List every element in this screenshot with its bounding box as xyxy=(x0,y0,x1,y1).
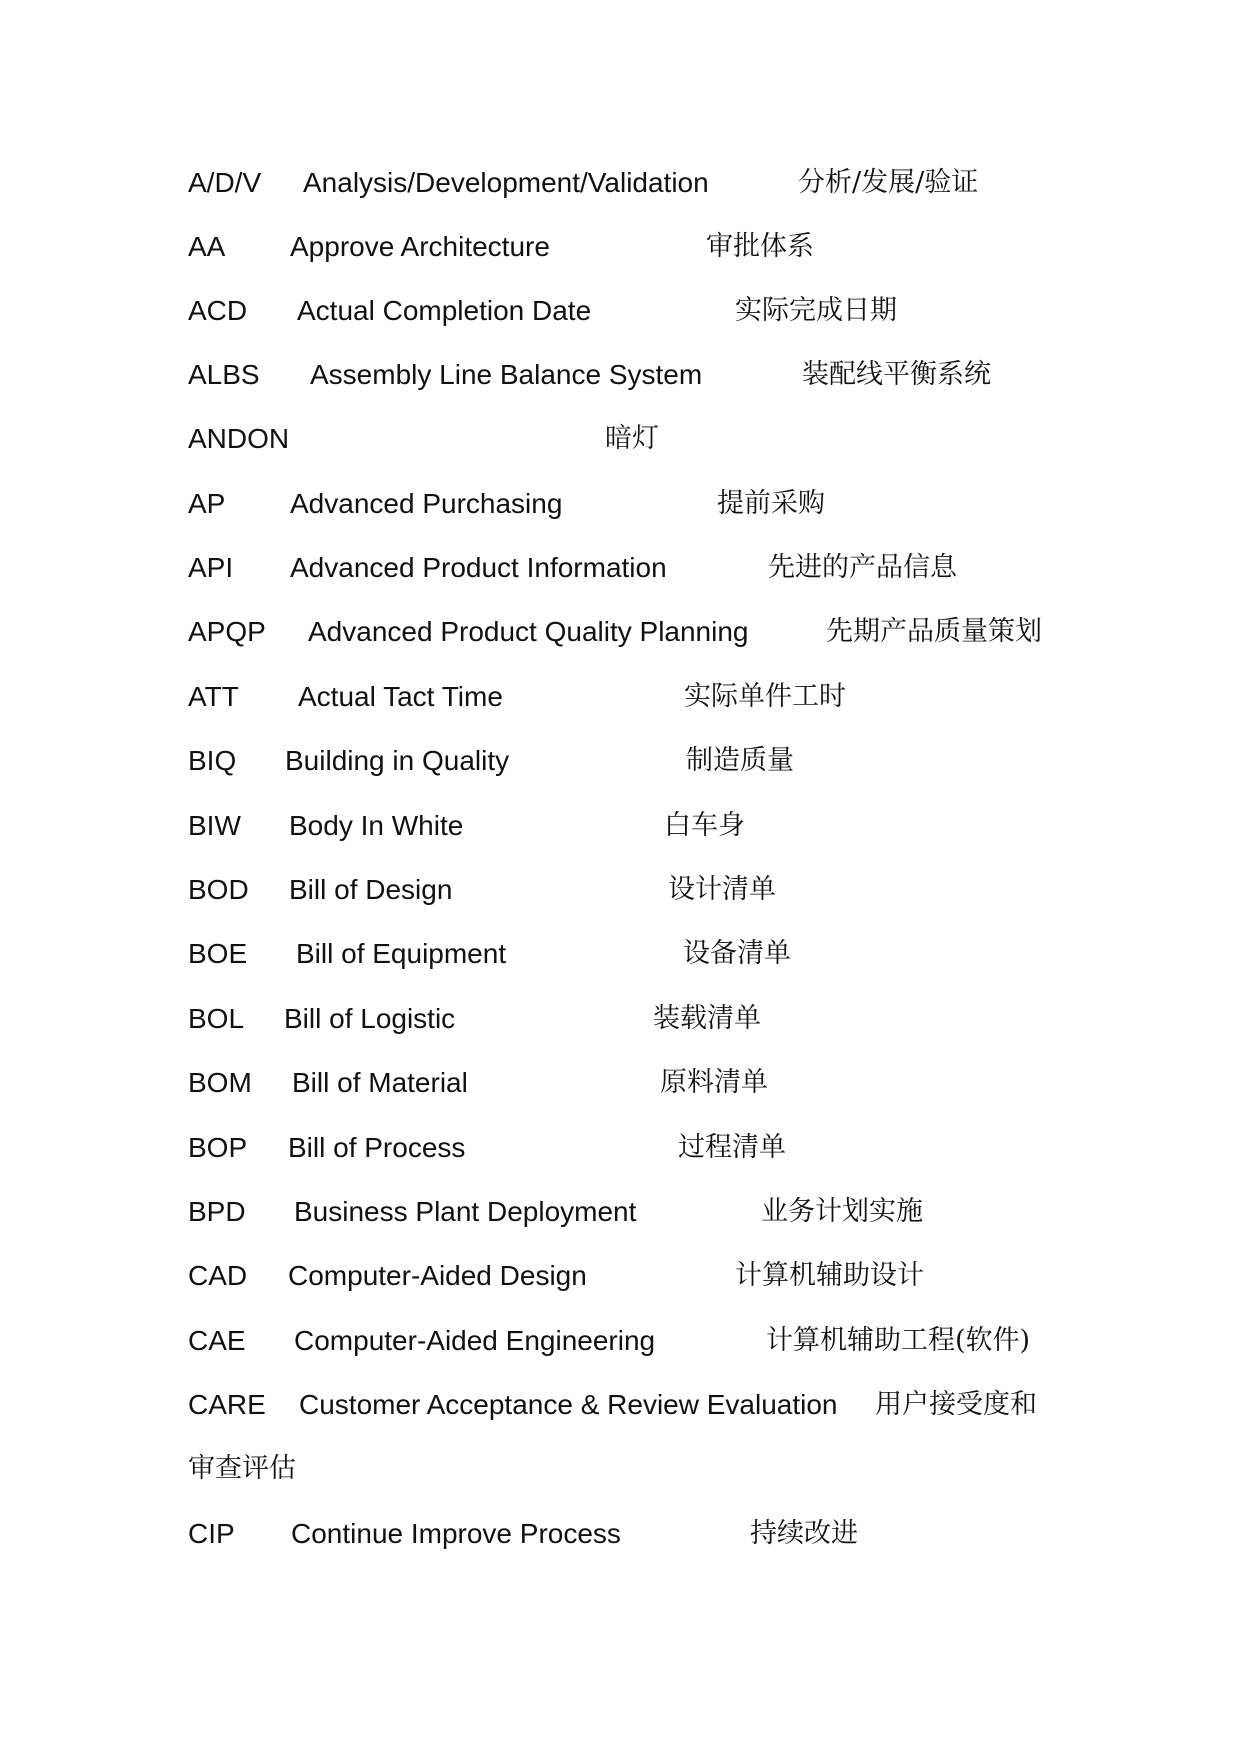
chinese-term: 制造质量 xyxy=(686,745,794,776)
english-term: Approve Architecture xyxy=(290,231,550,262)
chinese-term: 持续改进 xyxy=(750,1518,858,1549)
abbreviation: CARE xyxy=(188,1389,266,1420)
abbreviation: CAD xyxy=(188,1260,248,1291)
english-term: Bill of Logistic xyxy=(284,1003,456,1034)
english-term: Body In White xyxy=(289,810,464,841)
chinese-term: 装载清单 xyxy=(653,1003,761,1034)
abbreviation: BOM xyxy=(188,1067,252,1098)
abbreviation: BOD xyxy=(188,874,249,905)
chinese-term: 实际单件工时 xyxy=(684,681,846,712)
glossary-entry-adv xyxy=(188,163,1088,203)
glossary-entry-bpd xyxy=(188,1192,1088,1232)
glossary-entry-api xyxy=(188,548,1088,588)
glossary-entry-albs xyxy=(188,355,1088,395)
english-term: Computer-Aided Design xyxy=(288,1260,587,1291)
abbreviation: CIP xyxy=(188,1518,235,1549)
english-term: Bill of Design xyxy=(289,874,453,905)
abbreviation: BOE xyxy=(188,938,248,969)
english-term: Continue Improve Process xyxy=(291,1518,621,1549)
glossary-entry-care-continuation xyxy=(188,1449,1088,1489)
chinese-term: 分析/发展/验证 xyxy=(798,167,979,198)
abbreviation: A/D/V xyxy=(188,167,262,198)
glossary-entry-bop xyxy=(188,1128,1088,1168)
english-term: Customer Acceptance & Review Evaluation xyxy=(299,1389,838,1420)
english-term: Assembly Line Balance System xyxy=(310,359,703,390)
glossary-entry-boe xyxy=(188,934,1088,974)
chinese-term: 先期产品质量策划 xyxy=(826,616,1042,647)
glossary-entry-cae xyxy=(188,1321,1088,1361)
english-term: Business Plant Deployment xyxy=(294,1196,637,1227)
glossary-entry-biq xyxy=(188,741,1088,781)
abbreviation: ANDON xyxy=(188,423,290,454)
abbreviation: AP xyxy=(188,488,226,519)
chinese-term: 审批体系 xyxy=(706,231,814,262)
abbreviation: API xyxy=(188,552,234,583)
english-term: Advanced Product Information xyxy=(290,552,667,583)
abbreviation: BIQ xyxy=(188,745,237,776)
abbreviation: BOP xyxy=(188,1132,248,1163)
abbreviation: BOL xyxy=(188,1003,245,1034)
abbreviation: ALBS xyxy=(188,359,260,390)
english-term: Actual Tact Time xyxy=(298,681,503,712)
english-term: Computer-Aided Engineering xyxy=(294,1325,656,1356)
glossary-entry-bod xyxy=(188,870,1088,910)
chinese-term: 计算机辅助工程(软件) xyxy=(766,1325,1031,1356)
glossary-entry-apqp xyxy=(188,612,1088,652)
glossary-entry-cip xyxy=(188,1514,1088,1554)
glossary-entry-att xyxy=(188,677,1088,717)
english-term: Advanced Product Quality Planning xyxy=(308,616,749,647)
glossary-entry-care xyxy=(188,1385,1088,1425)
english-term: Advanced Purchasing xyxy=(290,488,563,519)
english-term: Bill of Process xyxy=(288,1132,466,1163)
chinese-term-continuation: 审查评估 xyxy=(188,1453,296,1484)
chinese-term: 白车身 xyxy=(664,810,745,841)
english-term: Bill of Equipment xyxy=(296,938,507,969)
chinese-term: 先进的产品信息 xyxy=(768,552,957,583)
abbreviation: ATT xyxy=(188,681,239,712)
glossary-entry-biw xyxy=(188,806,1088,846)
chinese-term: 原料清单 xyxy=(660,1067,768,1098)
english-term: Analysis/Development/Validation xyxy=(303,167,709,198)
chinese-term: 实际完成日期 xyxy=(735,295,897,326)
glossary-entry-bol xyxy=(188,999,1088,1039)
glossary-entry-bom xyxy=(188,1063,1088,1103)
glossary-entry-cad xyxy=(188,1256,1088,1296)
abbreviation: APQP xyxy=(188,616,266,647)
chinese-term: 设备清单 xyxy=(683,938,791,969)
chinese-term: 计算机辅助设计 xyxy=(735,1260,924,1291)
chinese-term: 过程清单 xyxy=(678,1132,786,1163)
abbreviation: ACD xyxy=(188,295,248,326)
abbreviation: CAE xyxy=(188,1325,246,1356)
english-term: Bill of Material xyxy=(292,1067,468,1098)
abbreviation: BIW xyxy=(188,810,241,841)
chinese-term: 设计清单 xyxy=(668,874,776,905)
chinese-term: 装配线平衡系统 xyxy=(802,359,991,390)
glossary-entry-ap xyxy=(188,484,1088,524)
abbreviation: AA xyxy=(188,231,226,262)
glossary-entry-aa xyxy=(188,227,1088,267)
chinese-term: 业务计划实施 xyxy=(761,1196,923,1227)
glossary-entry-andon xyxy=(188,419,1088,459)
glossary-entry-acd xyxy=(188,291,1088,331)
abbreviation: BPD xyxy=(188,1196,246,1227)
english-term: Actual Completion Date xyxy=(297,295,592,326)
chinese-term: 用户接受度和 xyxy=(875,1389,1037,1420)
chinese-term: 暗灯 xyxy=(605,423,659,454)
english-term: Building in Quality xyxy=(285,745,510,776)
chinese-term: 提前采购 xyxy=(717,488,825,519)
